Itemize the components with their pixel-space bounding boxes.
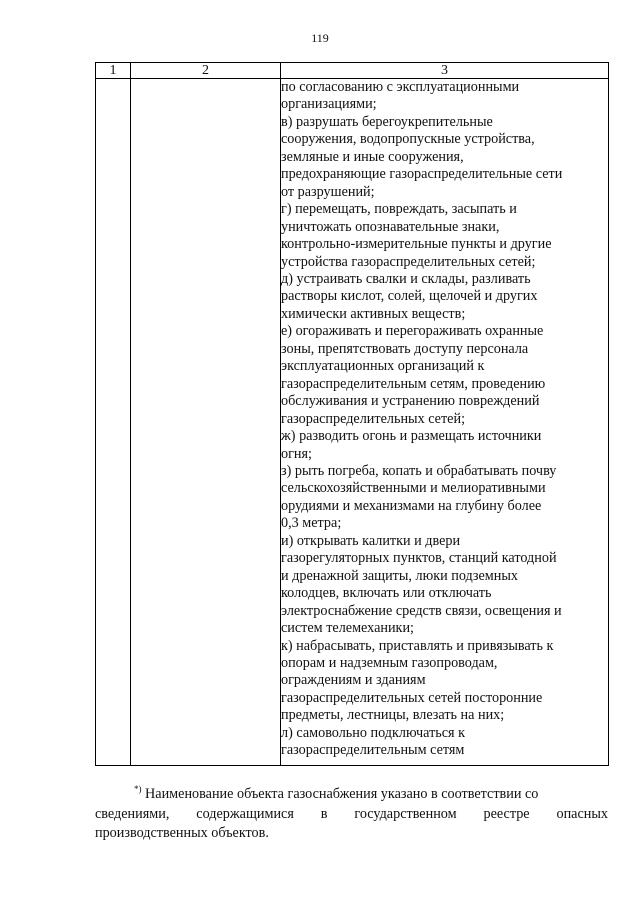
text-line: ж) разводить огонь и размещать источники [281, 428, 542, 445]
document-table [95, 62, 609, 766]
text-line: з) рыть погреба, копать и обрабатывать почву [281, 462, 557, 479]
text-line: систем телемеханики; [281, 620, 414, 637]
text-line: и дренажной защиты, люки подземных [281, 567, 518, 584]
text-line: устройства газораспределительных сетей; [281, 253, 536, 270]
text-line: газораспределительных сетей; [281, 410, 466, 427]
column-header-1: 1 [96, 63, 131, 79]
text-line: предметы, лестницы, влезать на них; [281, 707, 505, 724]
text-line: огня; [281, 445, 312, 462]
text-line: газораспределительным сетям [281, 742, 465, 759]
text-line: 0,3 метра; [281, 515, 342, 532]
footnote-word: содержащимися [196, 805, 294, 822]
restrictions-text [281, 79, 608, 760]
text-line: сельскохозяйственными и мелиоративными [281, 480, 546, 497]
text-line: г) перемещать, повреждать, засыпать и [281, 201, 517, 218]
column-header-3: 3 [281, 63, 609, 79]
text-line: опорам и надземным газопроводам, [281, 654, 498, 671]
footnote-word: в [320, 805, 328, 822]
footnote [95, 780, 608, 844]
text-line: газорегуляторных пунктов, станций катодной [281, 550, 557, 567]
footnote-word: сведениями, [95, 805, 170, 822]
text-line: эксплуатационных организаций к [281, 358, 485, 375]
text-line: зоны, препятствовать доступу персонала [281, 340, 529, 357]
text-line: по согласованию с эксплуатационными [281, 79, 520, 95]
text-line: орудиями и механизмами на глубину более [281, 497, 542, 514]
text-line: к) набрасывать, приставлять и привязывать к [281, 637, 554, 654]
text-line: предохраняющие газораспределительные сети [281, 166, 563, 183]
text-line: обслуживания и устранению повреждений [281, 393, 540, 410]
text-line: и) открывать калитки и двери [281, 532, 461, 549]
text-line: земляные и иные сооружения, [281, 148, 464, 165]
footnote-line-2 [95, 805, 608, 825]
text-line: электроснабжение средств связи, освещения и [281, 602, 562, 619]
column-header-2: 2 [131, 63, 281, 79]
text-line: ограждениям и зданиям [281, 672, 426, 689]
footnote-word: реестре [483, 805, 530, 822]
text-line: е) огораживать и перегораживать охранные [281, 323, 544, 340]
text-line: уничтожать опознавательные знаки, [281, 218, 500, 235]
page-number: 119 [311, 31, 329, 45]
text-line: колодцев, включать или отключать [281, 585, 492, 602]
text-line: газораспределительным сетям, проведению [281, 375, 546, 392]
table-header-row [96, 63, 609, 79]
cell-col2 [131, 79, 281, 766]
text-line: от разрушений; [281, 183, 375, 200]
text-line: газораспределительных сетей посторонние [281, 689, 543, 706]
footnote-line-3: производственных объектов. [95, 825, 269, 841]
footnote-line-1: *) Наименование объекта газоснабжения указано в соответствии со [134, 784, 539, 802]
cell-col3 [281, 79, 609, 766]
footnote-marker: *) [134, 784, 142, 794]
text-line: сооружения, водопропускные устройства, [281, 131, 535, 148]
table-row [96, 79, 609, 766]
text-line: л) самовольно подключаться к [281, 724, 466, 741]
cell-col1 [96, 79, 131, 766]
text-line: химически активных веществ; [281, 305, 466, 322]
text-line: растворы кислот, солей, щелочей и других [281, 288, 538, 305]
footnote-word: государственном [354, 805, 457, 822]
text-line: в) разрушать берегоукрепительные [281, 113, 493, 130]
footnote-word: опасных [556, 805, 608, 822]
text-line: контрольно-измерительные пункты и другие [281, 236, 552, 253]
text-line: д) устраивать свалки и склады, разливать [281, 270, 531, 287]
text-line: организациями; [281, 96, 377, 113]
